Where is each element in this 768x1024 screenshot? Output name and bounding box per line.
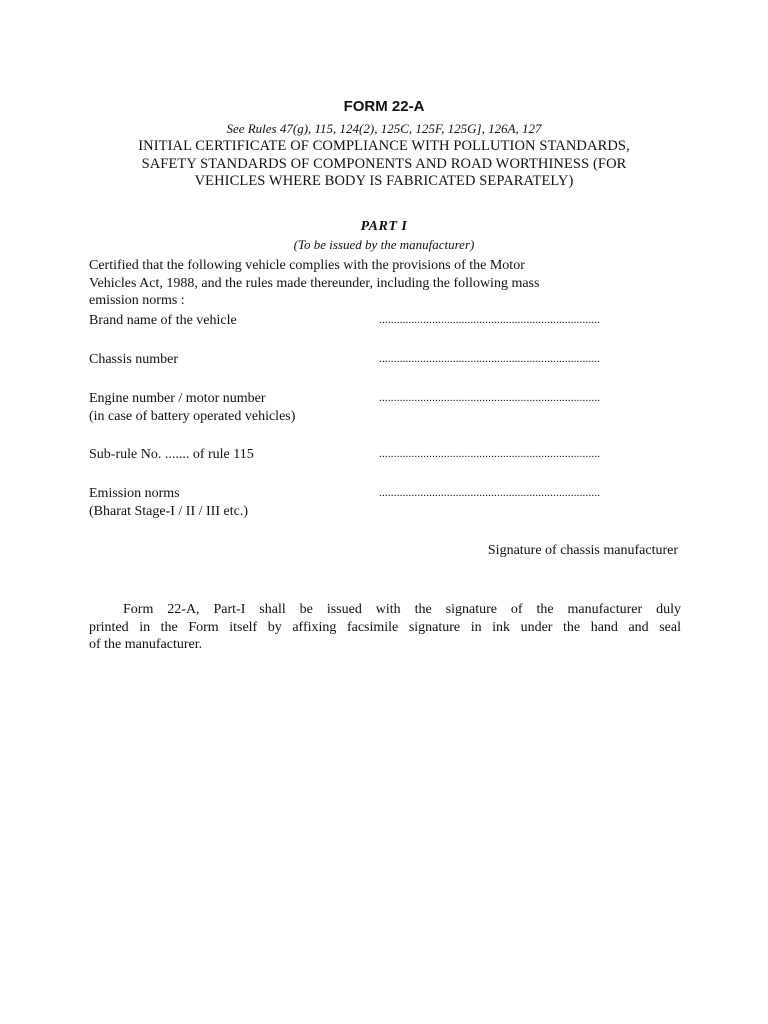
field-label: Chassis number [89, 352, 179, 367]
field-label: Sub-rule No. ....... of rule 115 [89, 447, 254, 462]
field-note: (Bharat Stage-I / II / III etc.) [89, 503, 248, 519]
issuance-note [89, 601, 681, 654]
note-line: of the manufacturer. [89, 637, 203, 652]
field-label: Engine number / motor number [89, 391, 266, 406]
field-brand-name [89, 312, 689, 330]
certification-statement [89, 257, 649, 310]
field-emission-norms [89, 485, 689, 520]
heading-line: VEHICLES WHERE BODY IS FABRICATED SEPARATELY) [194, 173, 574, 189]
fill-in-line: ........................................................................... [379, 487, 601, 499]
field-chassis-number [89, 351, 689, 369]
note-line: Form 22-A, Part-I shall be issued with the signature of the manufacturer duly [123, 602, 681, 617]
part-subtitle: (To be issued by the manufacturer) [293, 237, 475, 252]
field-note: (in case of battery operated vehicles) [89, 408, 296, 424]
signature-label: Signature of chassis manufacturer [487, 543, 678, 558]
statement-line: Certified that the following vehicle complies with the provisions of the Motor [89, 258, 525, 273]
heading-line: SAFETY STANDARDS OF COMPONENTS AND ROAD WORTHINESS (FOR [141, 155, 627, 172]
part-title: PART I [360, 219, 408, 234]
form-title: FORM 22-A [343, 98, 425, 115]
certificate-heading [84, 138, 684, 191]
field-label: Emission norms [89, 486, 180, 501]
field-engine-number [89, 390, 689, 425]
heading-line: INITIAL CERTIFICATE OF COMPLIANCE WITH POLLUTION STANDARDS, [138, 138, 630, 154]
fill-in-line: ........................................................................... [379, 314, 601, 326]
rules-reference: See Rules 47(g), 115, 124(2), 125C, 125F, 125G], 126A, 127 [226, 121, 542, 136]
note-line: printed in the Form itself by affixing facsimile signature in ink under the hand and seal [89, 619, 681, 635]
fill-in-line: ........................................................................... [379, 353, 601, 365]
statement-line: emission norms : [89, 293, 185, 308]
field-sub-rule [89, 446, 689, 464]
statement-line: Vehicles Act, 1988, and the rules made thereunder, including the following mass [89, 275, 540, 291]
fill-in-line: ........................................................................... [379, 392, 601, 404]
fill-in-line: ........................................................................... [379, 448, 601, 460]
field-label: Brand name of the vehicle [89, 313, 237, 328]
